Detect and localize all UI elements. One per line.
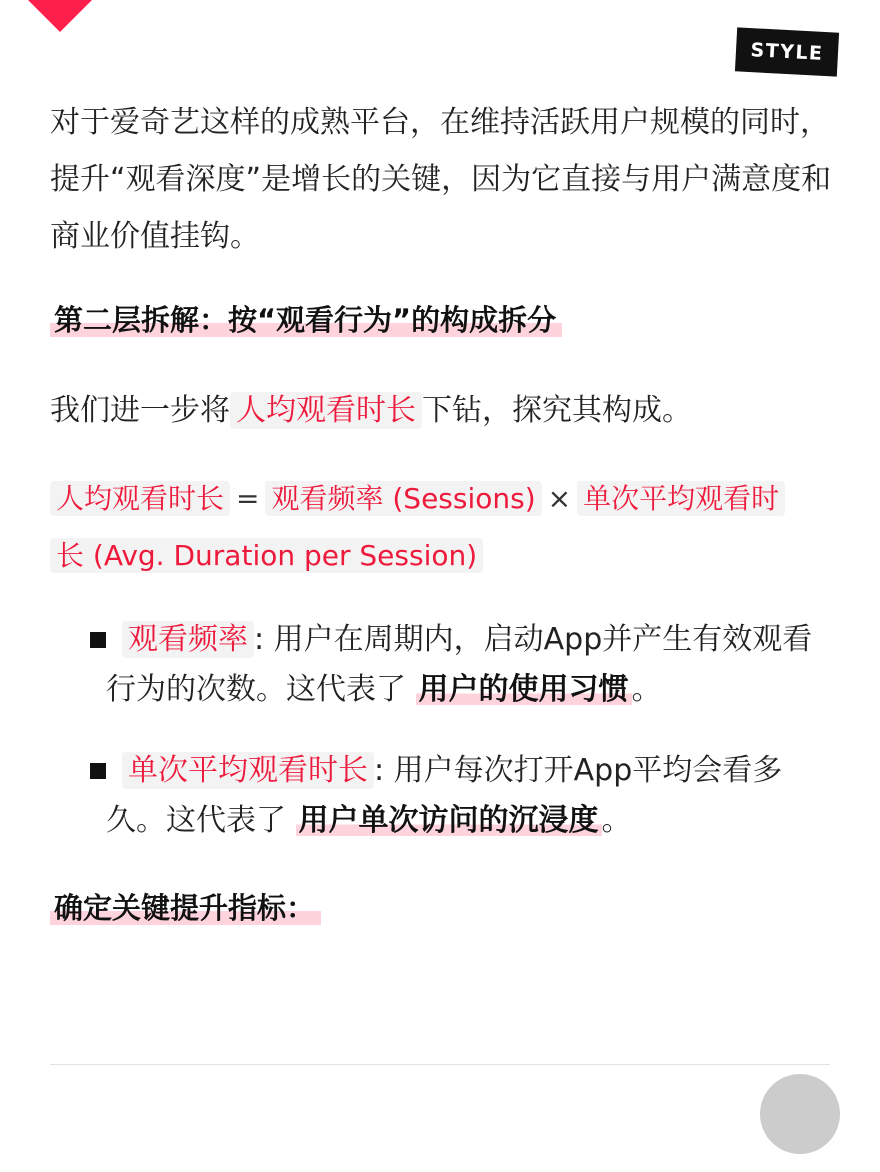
inline-code-avg-watch-time: 人均观看时长 xyxy=(230,392,422,429)
bullet-description: : 用户在周期内，启动App并产生有效观看行为的次数。这代表了 xyxy=(106,622,813,707)
bullet-highlight: 用户单次访问的沉浸度 xyxy=(296,803,602,838)
bullet-item-duration xyxy=(90,746,830,846)
bullet-text xyxy=(90,615,830,715)
formula-equals: = xyxy=(236,482,260,515)
formula-term-duration-a: 单次平均观看时 xyxy=(577,481,785,516)
formula xyxy=(50,470,832,584)
bullet-description: : 用户每次打开App平均会看多久。这代表了 xyxy=(106,753,783,838)
bullet-end: 。 xyxy=(601,803,632,838)
style-tag: STYLE xyxy=(735,27,839,76)
corner-triangle-decoration xyxy=(28,0,92,32)
bullet-text xyxy=(90,746,830,846)
bullet-square-icon xyxy=(90,763,106,779)
bullet-square-icon xyxy=(90,632,106,648)
bullet-code: 单次平均观看时长 xyxy=(122,752,374,789)
section-heading-breakdown xyxy=(50,300,832,340)
lead-before: 我们进一步将 xyxy=(50,393,230,428)
section-heading-key-metrics xyxy=(50,888,832,928)
heading-text: 确定关键提升指标： xyxy=(50,888,321,928)
formula-times: × xyxy=(547,482,572,515)
formula-term-duration-b: 长 (Avg. Duration per Session) xyxy=(50,538,483,573)
heading-text: 第二层拆解：按“观看行为”的构成拆分 xyxy=(50,300,562,340)
bullet-end: 。 xyxy=(631,672,662,707)
bullet-code: 观看频率 xyxy=(122,621,254,658)
bullet-highlight: 用户的使用习惯 xyxy=(416,672,632,707)
divider xyxy=(50,1064,830,1065)
formula-term-avg-watch-time: 人均观看时长 xyxy=(50,481,230,516)
lead-after: 下钻，探究其构成。 xyxy=(422,393,692,428)
lead-paragraph xyxy=(50,382,832,439)
floating-avatar-button[interactable] xyxy=(760,1074,840,1154)
bullet-item-frequency xyxy=(90,615,830,715)
intro-paragraph: 对于爱奇艺这样的成熟平台，在维持活跃用户规模的同时，提升“观看深度”是增长的关键，因为它直接与用户满意度和商业价值挂钩。 xyxy=(50,105,832,254)
formula-term-frequency: 观看频率 (Sessions) xyxy=(265,481,541,516)
